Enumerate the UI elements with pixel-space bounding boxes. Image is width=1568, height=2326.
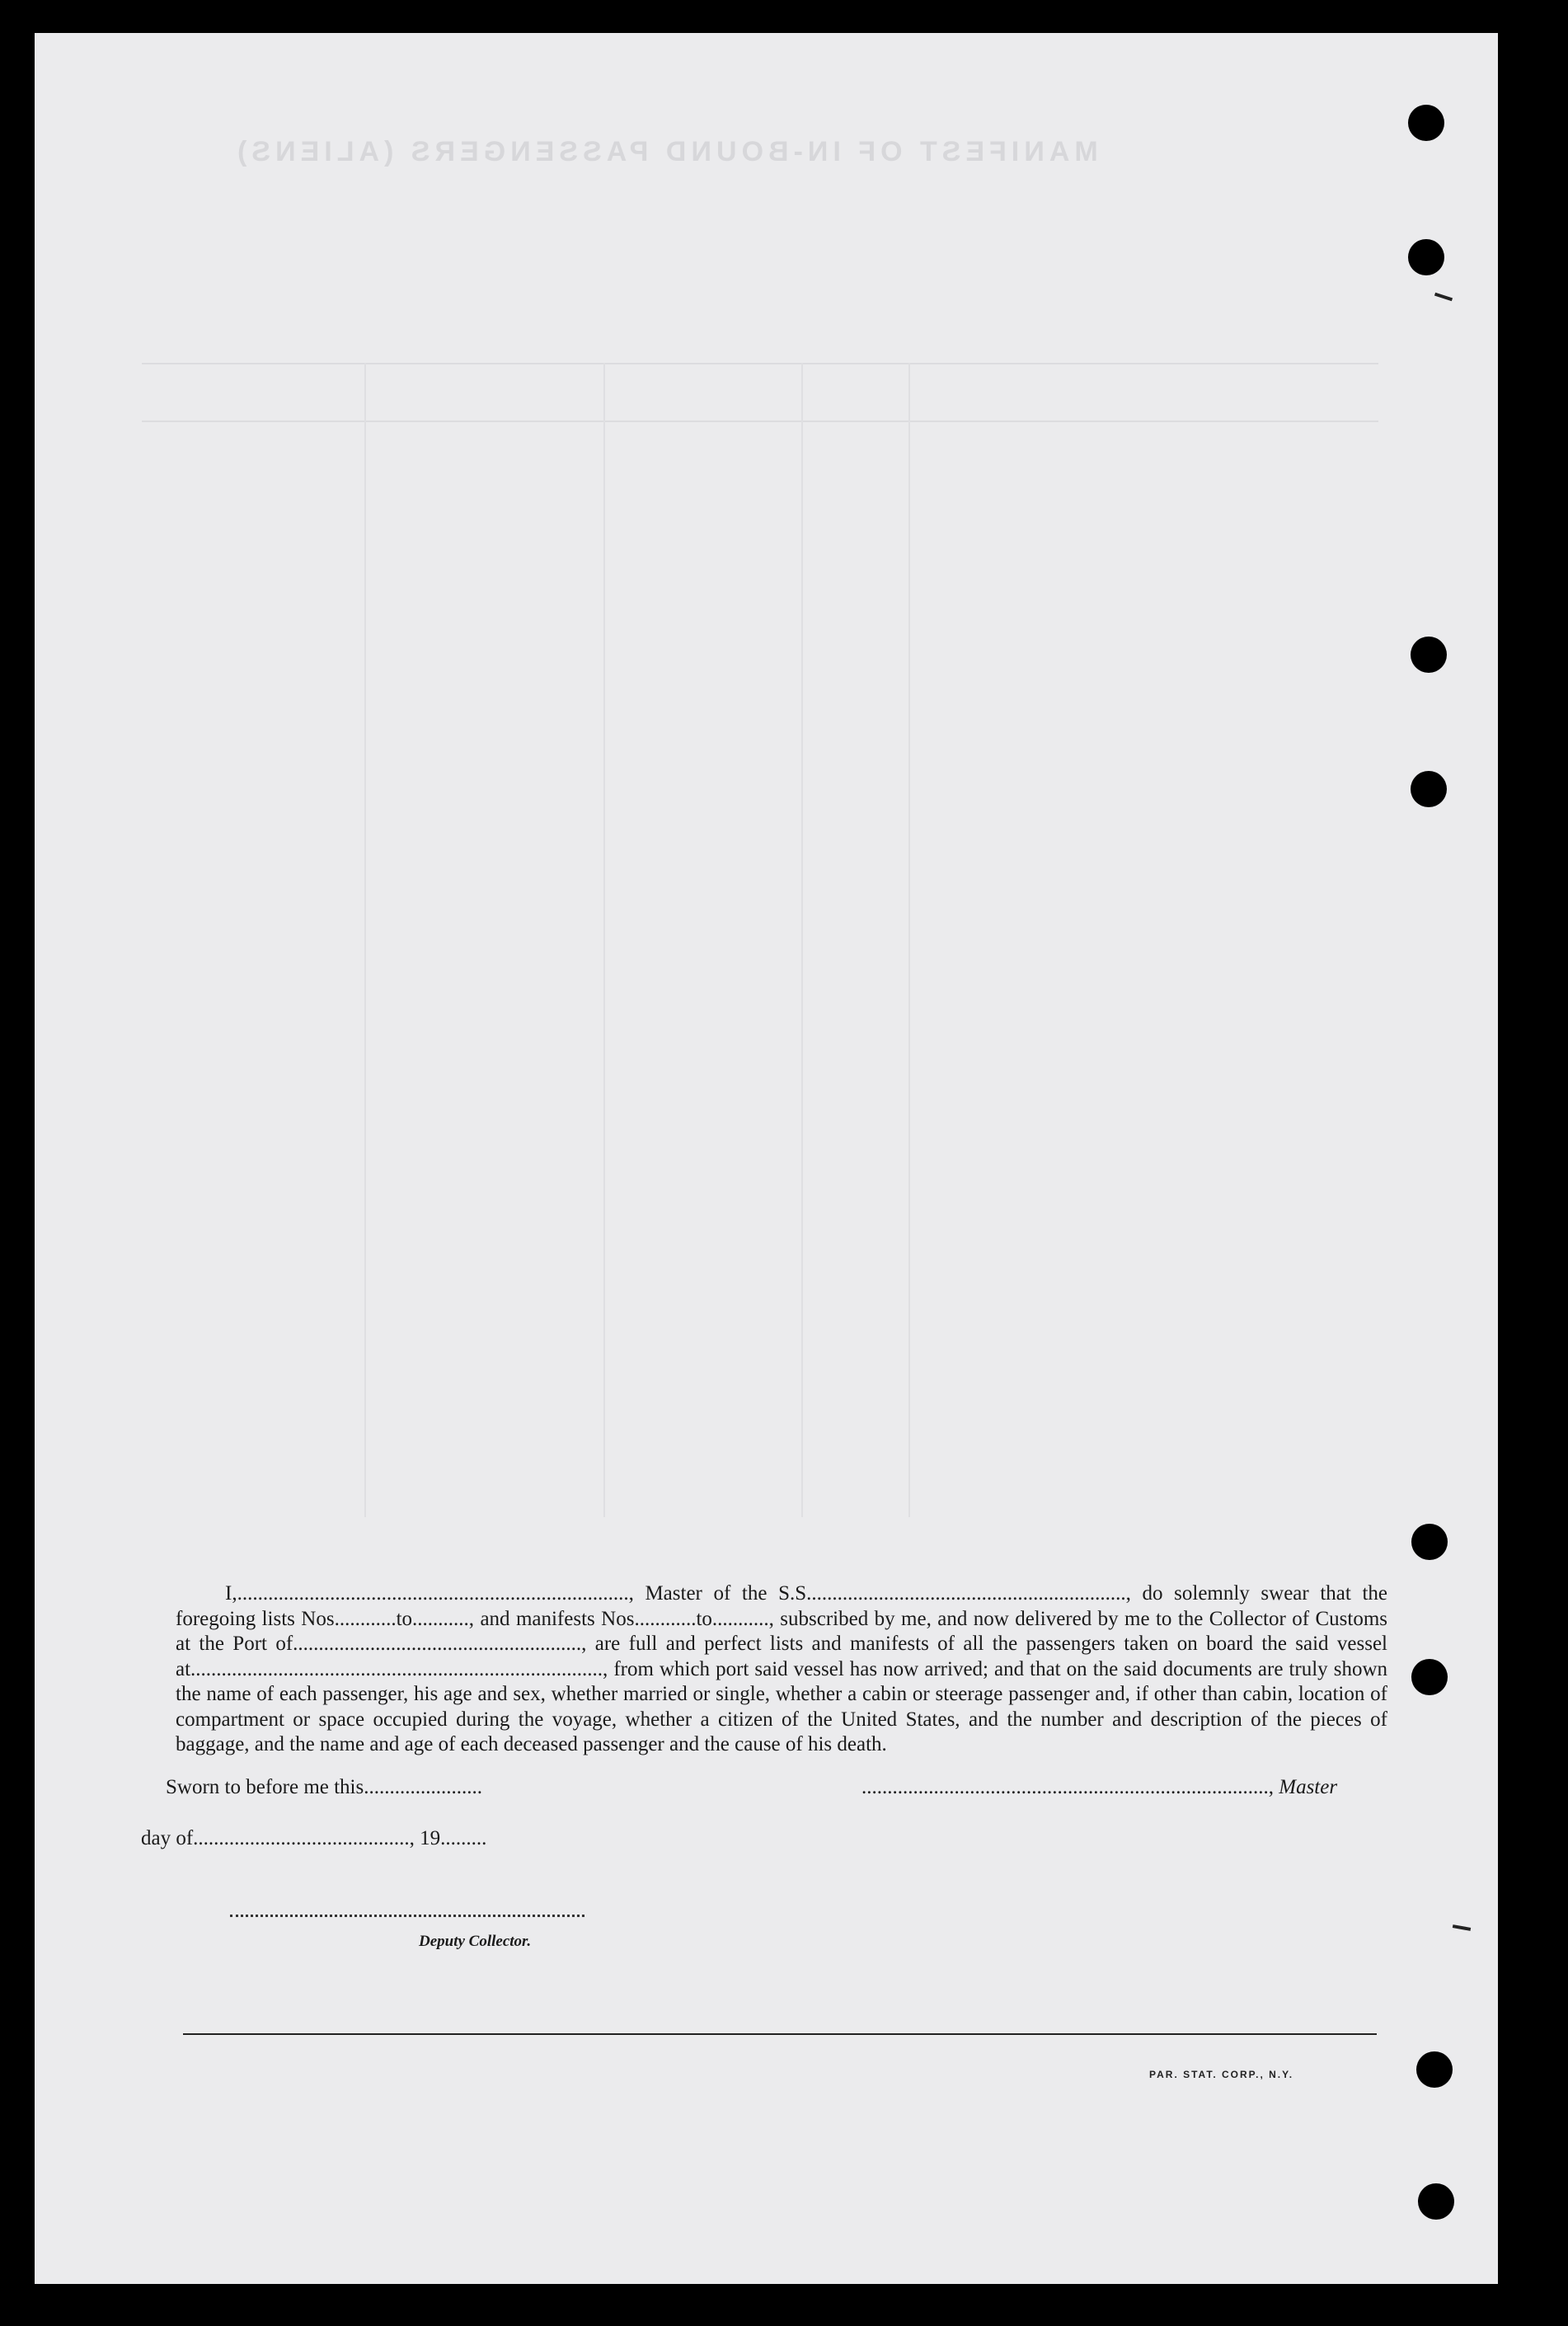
punch-hole <box>1411 1524 1448 1560</box>
deputy-signature-line <box>230 1915 584 1917</box>
punch-hole <box>1411 637 1447 673</box>
punch-hole <box>1411 771 1447 807</box>
master-signature-dots: ..............................................................................., <box>861 1776 1274 1798</box>
master-label: Master <box>1279 1776 1338 1798</box>
punch-hole <box>1416 2051 1453 2088</box>
bleed-through-column-line <box>364 363 366 1517</box>
bleed-through-column-line <box>908 363 910 1517</box>
deputy-collector-label: Deputy Collector. <box>419 1933 532 1950</box>
punch-hole <box>1411 1659 1448 1695</box>
bottom-rule <box>183 2033 1377 2035</box>
printer-imprint: PAR. STAT. CORP., N.Y. <box>1149 2069 1294 2080</box>
bleed-through-rule <box>142 363 1378 364</box>
oath-text: I,............................................................................, Master of the S.S.............................................................., do solemnly swear that the foregoing lists Nos............to..........., and manifests Nos............to..........., subscribed by me, and now delivered by me to the Collector of Customs at the Port of........................................................, are full and perfect lists and manifests of all the passengers taken on board the said vessel at................................................................................, from which port said vessel has now arrived; and that on the said documents are truly shown the name of each passenger, his age and sex, whether married or single, whether a cabin or steerage passenger and, if other than cabin, location of compartment or space occupied during the voyage, whether a citizen of the United States, and the number and description of the pieces of baggage, and the name and age of each deceased passenger and the cause of his death. <box>176 1582 1387 1755</box>
bleed-through-title: MANIFEST OF IN-BOUND PASSENGERS (ALIENS) <box>232 136 1098 167</box>
sworn-line: Sworn to before me this....................... <box>166 1776 482 1798</box>
punch-hole <box>1408 105 1444 141</box>
day-line: day of.........................................., 19......... <box>141 1827 487 1849</box>
master-signature-line <box>861 1776 1337 1799</box>
bleed-through-rule <box>142 421 1378 422</box>
bleed-through-column-line <box>801 363 803 1517</box>
punch-hole <box>1408 239 1444 275</box>
bleed-through-column-line <box>603 363 605 1517</box>
document-sheet <box>35 33 1498 2284</box>
oath-paragraph <box>176 1581 1387 1758</box>
punch-hole <box>1418 2183 1454 2220</box>
